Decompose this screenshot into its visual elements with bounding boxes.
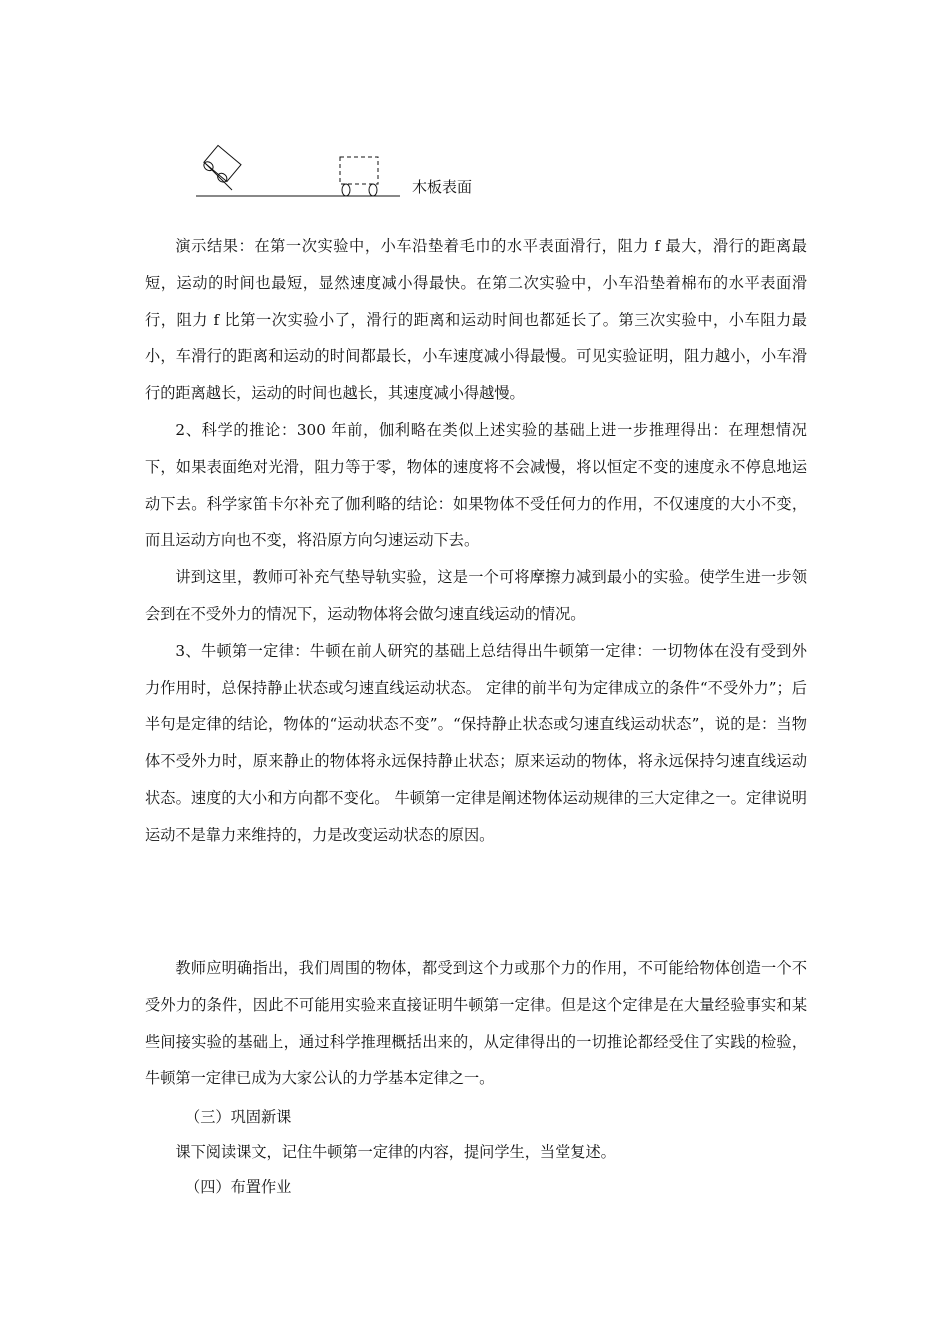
cart-on-surface — [340, 157, 378, 196]
paragraph-newton-first-law: 3、牛顿第一定律：牛顿在前人研究的基础上总结得出牛顿第一定律：一切物体在没有受到外力作用时，总保持静止状态或匀速直线运动状态。 定律的前半句为定律成立的条件“不受外力”；后半句是定律的结论，物体的“运动状态不变”。“保持静止状态或匀速直线运动状态”，说的是：当物体不受外力时，原来静止的物体将永远保持静止状态；原来运动的物体，将永远保持匀速直线运动状态。速度的大小和方向都不变化。 牛顿第一定律是阐述物体运动规律的三大定律之一。定律说明运动不是靠力来维持的，力是改变运动状态的原因。 — [145, 641, 807, 844]
section-heading-assignment: （四）布置作业 — [185, 1178, 292, 1196]
paragraph-homework-reading: 课下阅读课文，记住牛顿第一定律的内容，提问学生，当堂复述。 — [175, 1143, 616, 1161]
body-block-1 — [145, 228, 807, 854]
body-block-2 — [145, 950, 807, 1097]
body-block-3 — [145, 1100, 807, 1205]
experiment-diagram — [190, 140, 490, 210]
surface-label: 木板表面 — [412, 178, 473, 196]
paragraph-air-track: 讲到这里，教师可补充气垫导轨实验，这是一个可将摩擦力减到最小的实验。使学生进一步领会到在不受外力的情况下，运动物体将会做匀速直线运动的情况。 — [145, 568, 807, 623]
paragraph-scientific-inference: 2、科学的推论：300 年前，伽利略在类似上述实验的基础上进一步推理得出：在理想情况下，如果表面绝对光滑，阻力等于零，物体的速度将不会减慢，将以恒定不变的速度永不停息地运动下去。科学家笛卡尔补充了伽利略的结论：如果物体不受任何力的作用，不仅速度的大小不变，而且运动方向也不变，将沿原方向匀速运动下去。 — [145, 420, 807, 550]
paragraph-teacher-note: 教师应明确指出，我们周围的物体，都受到这个力或那个力的作用，不可能给物体创造一个不受外力的条件，因此不可能用实验来直接证明牛顿第一定律。但是这个定律是在大量经验事实和某些间接实验的基础上，通过科学推理概括出来的，从定律得出的一切推论都经受住了实践的检验，牛顿第一定律已成为大家公认的力学基本定律之一。 — [145, 959, 807, 1088]
section-heading-consolidate: （三）巩固新课 — [185, 1108, 292, 1126]
paragraph-demo-result: 演示结果：在第一次实验中，小车沿垫着毛巾的水平表面滑行，阻力 f 最大，滑行的距离最短，运动的时间也最短，显然速度减小得最快。在第二次实验中，小车沿垫着棉布的水平表面滑行，阻力 f 比第一次实验小了，滑行的距离和运动时间也都延长了。第三次实验中，小车阻力最小，车滑行的距离和运动的时间都最长，小车速度减小得最慢。可见实验证明，阻力越小，小车滑行的距离越长，运动的时间也越长，其速度减小得越慢。 — [145, 237, 807, 403]
